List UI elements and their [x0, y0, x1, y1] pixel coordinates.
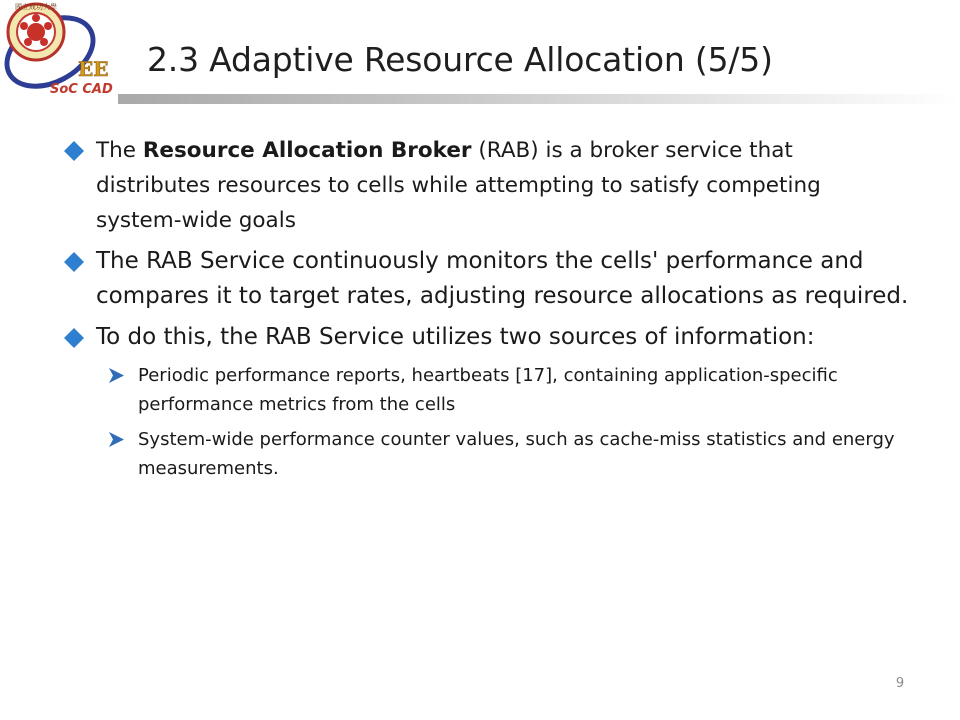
diamond-bullet-icon [64, 252, 84, 272]
bullet-1-text-start: The [96, 138, 143, 163]
bullet-2-text: The RAB Service continuously monitors the cells' performance and compares it to target rates, adjusting resource allocations as required. [96, 248, 909, 309]
sub-bullet-1 [62, 361, 912, 419]
sub-bullet-2-text: System-wide performance counter values, such as cache-miss statistics and energy measurements. [138, 429, 895, 479]
bullet-3-text: To do this, the RAB Service utilizes two sources of information: [96, 324, 815, 350]
bullet-1 [62, 133, 912, 238]
slide-body [62, 133, 912, 489]
page-number: 9 [895, 676, 905, 691]
title-underline [118, 94, 960, 104]
arrowhead-bullet-icon [108, 367, 125, 384]
sub-bullet-2 [62, 425, 912, 483]
bullet-1-bold-term: Resource Allocation Broker [142, 138, 472, 163]
sub-bullet-1-text: Periodic performance reports, heartbeats [17], containing application-specific performance metrics from the cells [138, 365, 838, 415]
diamond-bullet-icon [64, 328, 84, 348]
arrowhead-bullet-icon [108, 431, 125, 448]
logo-ee-text: EE [78, 57, 109, 81]
bullet-3 [62, 320, 912, 355]
ee-soc-cad-logo [0, 0, 122, 108]
logo-emblem-text: 國立成功大學 [15, 3, 57, 11]
logo-soc-cad-text: SoC CAD [50, 82, 113, 97]
diamond-bullet-icon [64, 141, 84, 161]
slide-title: 2.3 Adaptive Resource Allocation (5/5) [147, 40, 773, 79]
bullet-1-text-end: (RAB) is a broker service that distributes resources to cells while attempting to satisfy competing system-wide goals [96, 138, 821, 233]
bullet-2 [62, 244, 912, 314]
